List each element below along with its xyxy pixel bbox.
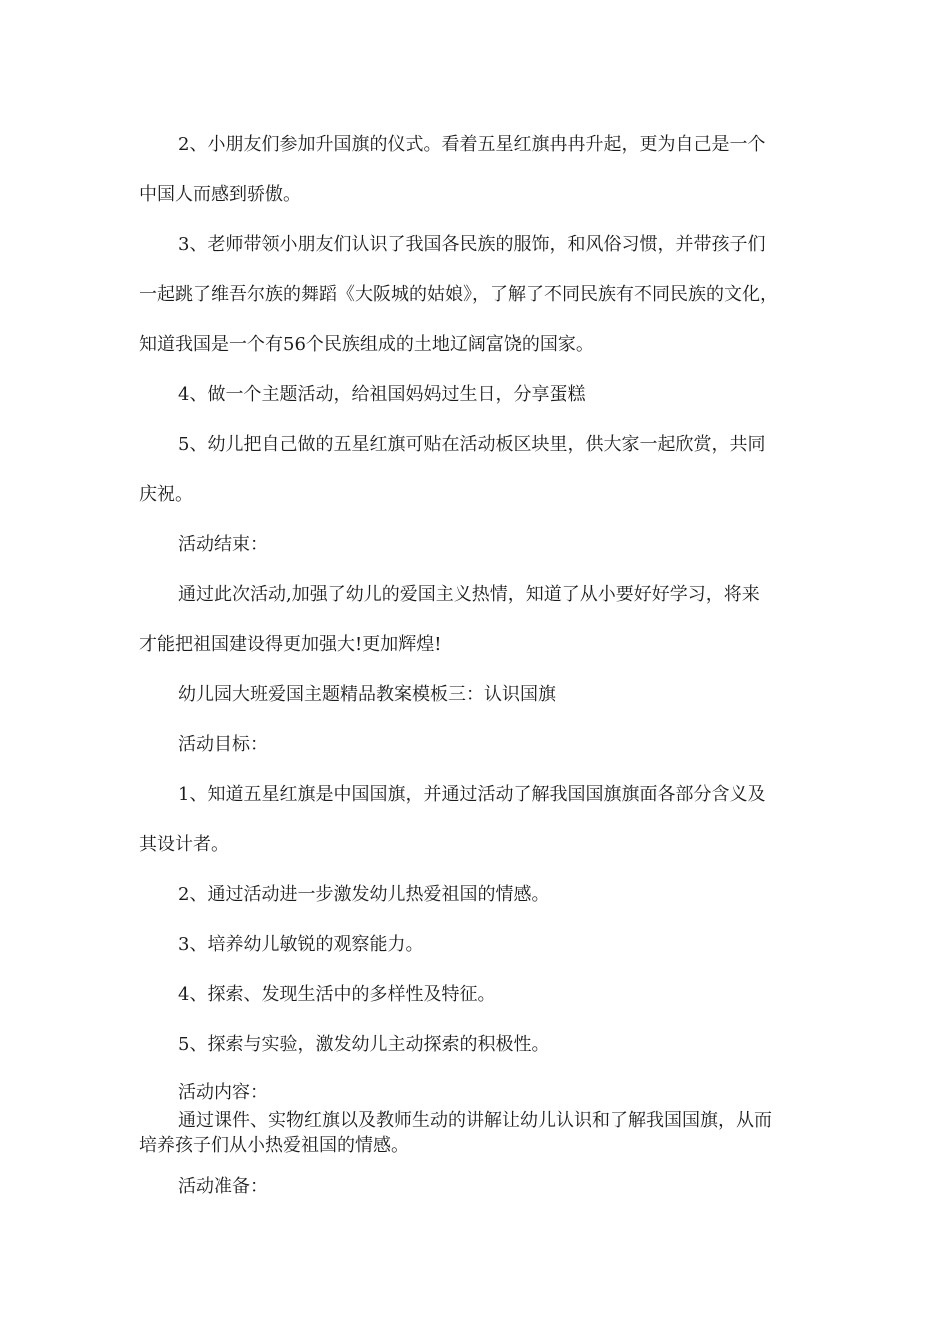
paragraph-line: 中国人而感到骄傲。: [139, 184, 301, 205]
paragraph-line: 5、探索与实验，激发幼儿主动探索的积极性。: [178, 1034, 550, 1055]
lesson-title: 幼儿园大班爱国主题精品教案模板三：认识国旗: [178, 684, 556, 705]
paragraph-line: 培养孩子们从小热爱祖国的情感。: [139, 1135, 409, 1156]
paragraph-line: 4、做一个主题活动，给祖国妈妈过生日，分享蛋糕: [178, 384, 586, 405]
paragraph-line: 1、知道五星红旗是中国国旗，并通过活动了解我国国旗旗面各部分含义及: [178, 784, 766, 805]
paragraph-line: 庆祝。: [139, 484, 193, 505]
paragraph-line: 5、幼儿把自己做的五星红旗可贴在活动板区块里，供大家一起欣赏，共同: [178, 434, 766, 455]
section-heading: 活动目标：: [178, 734, 268, 755]
paragraph-line: 一起跳了维吾尔族的舞蹈《大阪城的姑娘》，了解了不同民族有不同民族的文化，: [139, 284, 778, 305]
paragraph-line: 通过此次活动,加强了幼儿的爱国主义热情，知道了从小要好好学习，将来: [178, 584, 760, 605]
paragraph-line: 知道我国是一个有56个民族组成的土地辽阔富饶的国家。: [139, 334, 594, 355]
paragraph-line: 4、探索、发现生活中的多样性及特征。: [178, 984, 496, 1005]
section-heading: 活动准备：: [178, 1176, 268, 1197]
paragraph-line: 才能把祖国建设得更加强大!更加辉煌!: [139, 634, 442, 655]
paragraph-line: 3、培养幼儿敏锐的观察能力。: [178, 934, 424, 955]
paragraph-line: 其设计者。: [139, 834, 229, 855]
paragraph-line: 通过课件、实物红旗以及教师生动的讲解让幼儿认识和了解我国国旗，从而: [178, 1110, 772, 1131]
section-heading: 活动结束：: [178, 534, 268, 555]
paragraph-line: 2、小朋友们参加升国旗的仪式。看着五星红旗冉冉升起，更为自己是一个: [178, 134, 766, 155]
paragraph-line: 2、通过活动进一步激发幼儿热爱祖国的情感。: [178, 884, 550, 905]
section-heading: 活动内容：: [178, 1082, 268, 1103]
paragraph-line: 3、老师带领小朋友们认识了我国各民族的服饰，和风俗习惯，并带孩子们: [178, 234, 766, 255]
